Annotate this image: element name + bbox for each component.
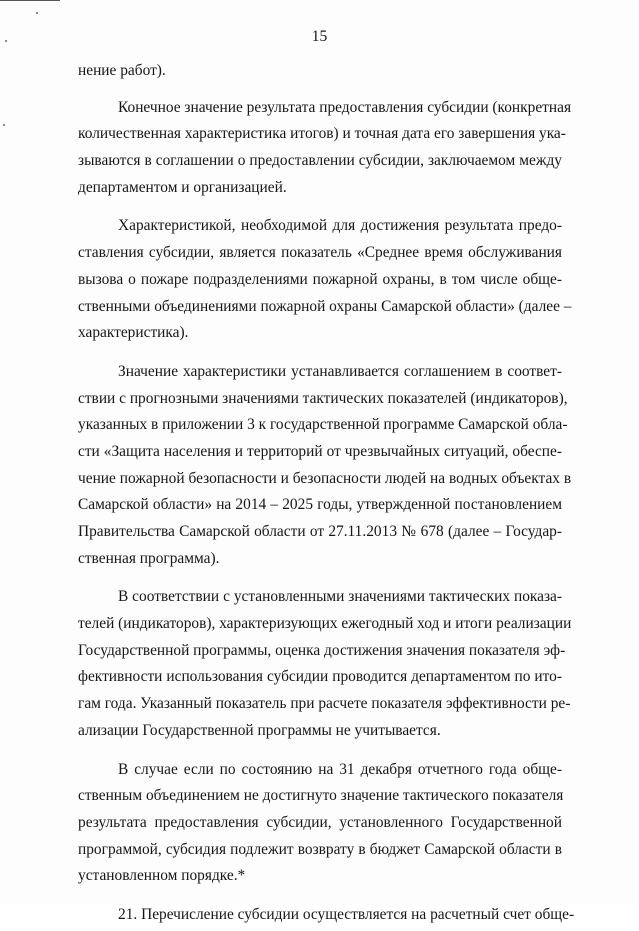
paragraph-refund xyxy=(78,757,562,890)
paragraph-continuation xyxy=(78,58,562,85)
text-line: телей (индикаторов), характеризующих ежегодный ход и итоги реализации xyxy=(78,615,572,633)
text-line: сти «Защита населения и территорий от чрезвычайных ситуаций, обеспе- xyxy=(78,442,562,460)
text-line: Самарской области» на 2014 – 2025 годы, утвержденной постановлением xyxy=(78,496,562,514)
text-line: программой, субсидия подлежит возврату в бюджет Самарской области в xyxy=(78,840,562,858)
paragraph-characteristic-value xyxy=(78,359,572,573)
paragraph-result-value xyxy=(78,95,572,202)
text-line: зываются в соглашении о предоставлении субсидии, заключаемом между xyxy=(78,152,562,170)
text-line: 21. Перечисление субсидии осуществляется на расчетный счет обще- xyxy=(118,905,575,923)
paragraph-characteristic xyxy=(78,213,572,346)
text-line: Значение характеристики устанавливается соглашением в соответ- xyxy=(118,362,562,380)
text-line: указанных в приложении 3 к государственной программе Самарской обла- xyxy=(78,416,568,434)
text-line: Правительства Самарской области от 27.11.2013 № 678 (далее – Государ- xyxy=(78,523,562,540)
text-line: вызова о пожаре подразделениями пожарной охраны, в том числе обще- xyxy=(78,270,562,288)
text-line: результата предоставления субсидии, установленного Государственной xyxy=(78,813,562,831)
text-line: Характеристикой, необходимой для достижения результата предо- xyxy=(118,217,562,235)
text-line: В соответствии с установленными значениями тактических показа- xyxy=(118,588,562,606)
text-line: количественная характеристика итогов) и точная дата его завершения ука- xyxy=(78,125,566,143)
scan-speck xyxy=(3,124,5,126)
text-line: ственными объединениями пожарной охраны Самарской области» (далее – xyxy=(78,297,572,315)
text-line: чение пожарной безопасности и безопасности людей на водных объектах в xyxy=(78,469,572,487)
document-body xyxy=(78,58,575,931)
text-line: ствии с прогнозными значениями тактических показателей (индикаторов), xyxy=(78,389,568,407)
text-line: фективности использования субсидии проводится департаментом по ито- xyxy=(78,668,562,686)
scan-speck xyxy=(36,12,38,14)
text-line: Государственной программы, оценка достижения значения показателя эф- xyxy=(78,641,566,659)
text-line: ализации Государственной программы не учитывается. xyxy=(78,721,441,739)
page-number: 15 xyxy=(311,28,328,45)
text-line: гам года. Указанный показатель при расчете показателя эффективности ре- xyxy=(78,695,571,713)
scan-edge-mark xyxy=(0,0,60,1)
text-line: ственная программа). xyxy=(78,549,220,567)
text-line: В случае если по состоянию на 31 декабря отчетного года обще- xyxy=(118,760,562,778)
text-line: ставления субсидии, является показатель «Среднее время обслуживания xyxy=(78,244,562,262)
paragraph-evaluation xyxy=(78,584,572,744)
text-line: нение работ). xyxy=(78,62,166,79)
text-line: характеристика). xyxy=(78,324,189,342)
text-line: департаментом и организацией. xyxy=(78,178,287,196)
text-line: установленном порядке.* xyxy=(78,867,246,885)
text-line: ственным объединением не достигнуто значение тактического показателя xyxy=(78,787,564,805)
paragraph-transfer xyxy=(78,902,575,929)
text-line: Конечное значение результата предоставления субсидии (конкретная xyxy=(118,98,572,116)
